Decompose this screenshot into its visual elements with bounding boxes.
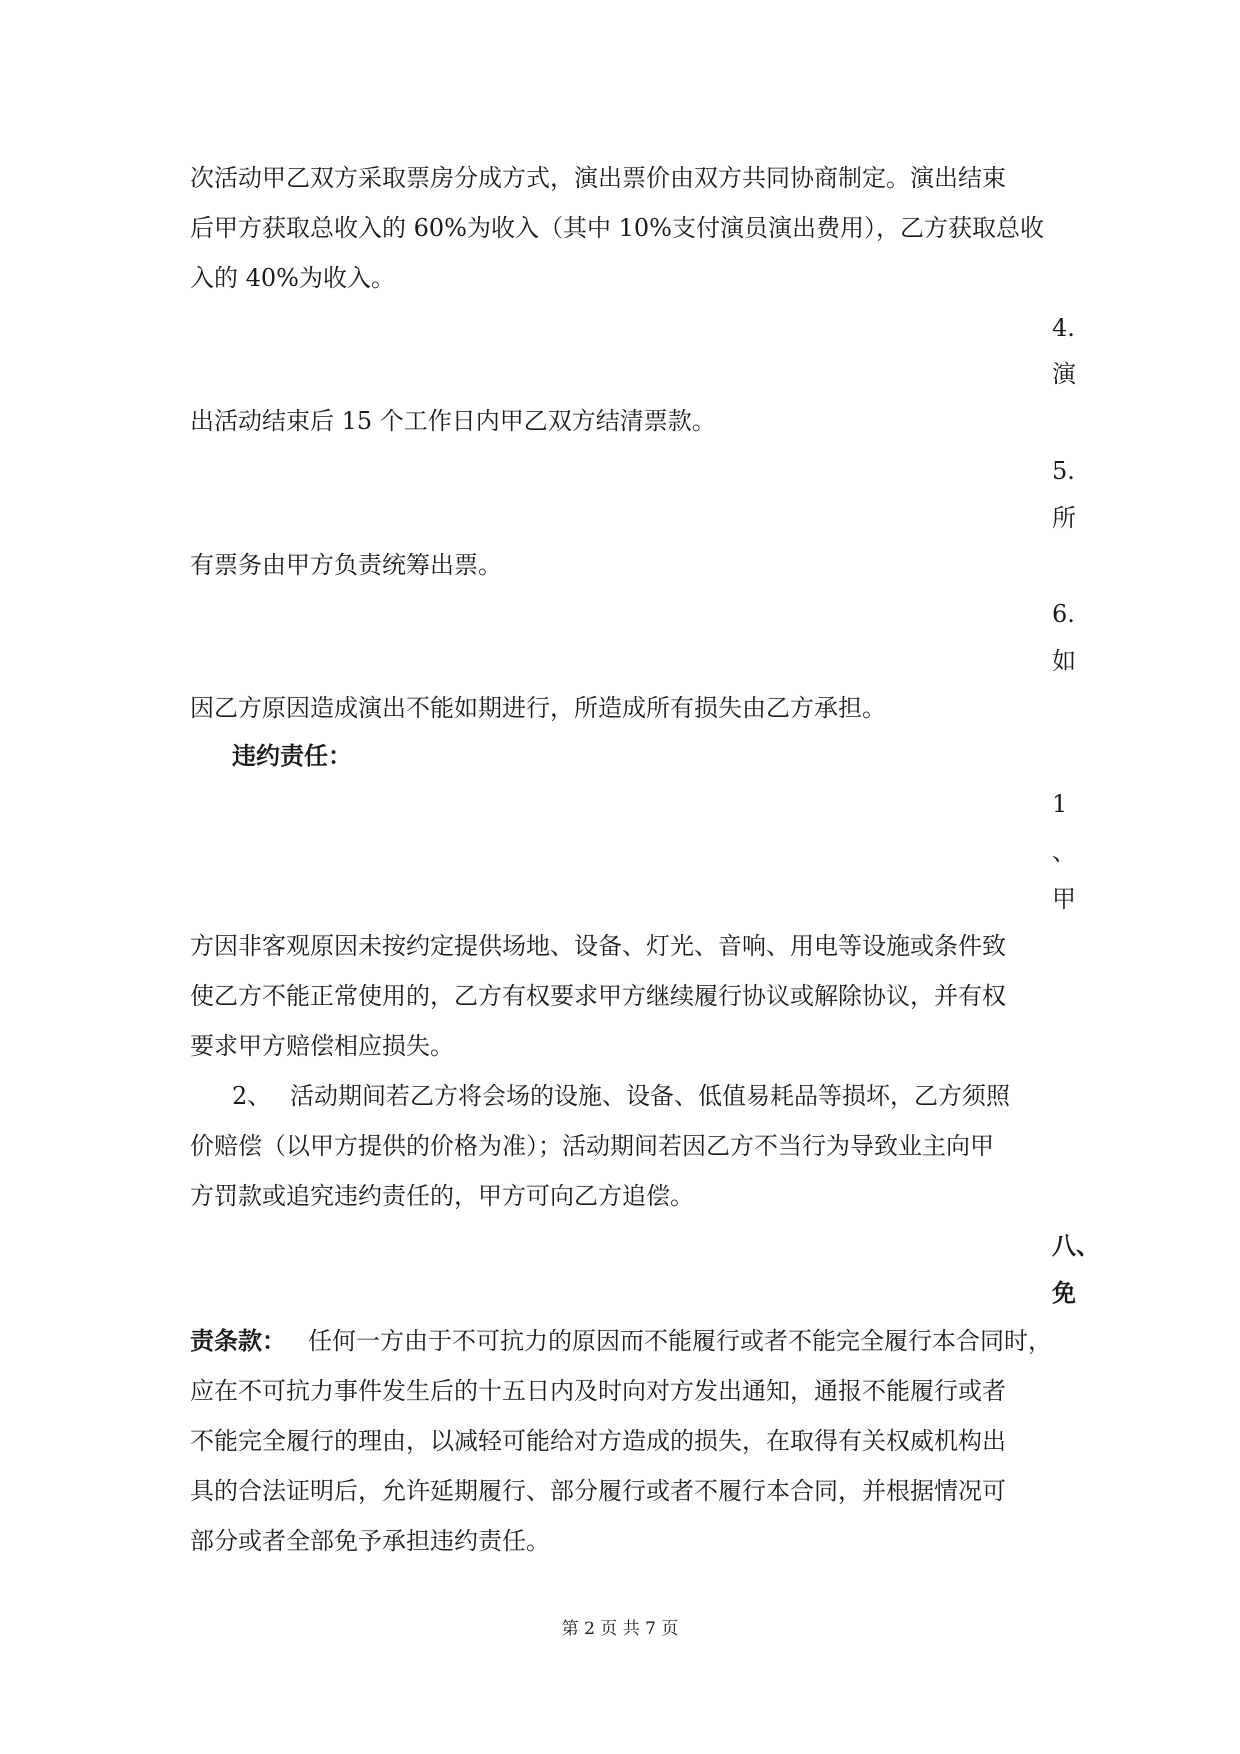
paragraph-line: 入的 40%为收入。 xyxy=(190,264,395,292)
breach-item-1-line: 要求甲方赔偿相应损失。 xyxy=(190,1032,454,1060)
breach-item-1-line: 使乙方不能正常使用的，乙方有权要求甲方继续履行协议或解除协议，并有权 xyxy=(190,982,1006,1010)
item-4-first-char: 演 xyxy=(1052,360,1076,388)
section-8-line: 具的合法证明后，允许延期履行、部分履行或者不履行本合同，并根据情况可 xyxy=(190,1477,1006,1505)
item-4-number: 4. xyxy=(1052,314,1075,342)
section-8-number: 八、 xyxy=(1052,1231,1100,1260)
item-5-number: 5. xyxy=(1052,457,1075,485)
item-4-text: 出活动结束后 15 个工作日内甲乙双方结清票款。 xyxy=(190,407,716,435)
breach-item-1-separator: 、 xyxy=(1052,838,1076,866)
section-8-line xyxy=(190,1325,1052,1357)
breach-item-2-line: 方罚款或追究违约责任的，甲方可向乙方追偿。 xyxy=(190,1182,694,1210)
section-8-heading: 责条款： xyxy=(190,1326,286,1355)
paragraph-line: 后甲方获取总收入的 60%为收入（其中 10%支付演员演出费用），乙方获取总收 xyxy=(190,214,1044,242)
section-8-line: 应在不可抗力事件发生后的十五日内及时向对方发出通知，通报不能履行或者 xyxy=(190,1377,1006,1405)
item-6-text: 因乙方原因造成演出不能如期进行，所造成所有损失由乙方承担。 xyxy=(190,694,886,722)
breach-item-1-number: 1 xyxy=(1052,790,1068,818)
paragraph-line: 次活动甲乙双方采取票房分成方式，演出票价由双方共同协商制定。演出结束 xyxy=(190,164,1006,192)
section-8-text: 任何一方由于不可抗力的原因而不能履行或者不能完全履行本合同时， xyxy=(308,1327,1052,1355)
item-6-first-char: 如 xyxy=(1052,647,1076,675)
breach-item-2-line: 活动期间若乙方将会场的设施、设备、低值易耗品等损坏，乙方须照 xyxy=(290,1082,1010,1110)
item-6-number: 6. xyxy=(1052,600,1075,628)
breach-item-2-number: 2、 xyxy=(232,1082,272,1110)
section-8-first-char: 免 xyxy=(1052,1278,1076,1307)
breach-heading: 违约责任： xyxy=(232,741,352,770)
item-5-first-char: 所 xyxy=(1052,504,1076,532)
breach-item-1-first-char: 甲 xyxy=(1052,885,1076,913)
section-8-line: 不能完全履行的理由，以减轻可能给对方造成的损失，在取得有关权威机构出 xyxy=(190,1427,1006,1455)
breach-item-2-line: 价赔偿（以甲方提供的价格为准）；活动期间若因乙方不当行为导致业主向甲 xyxy=(190,1132,994,1160)
item-5-text: 有票务由甲方负责统筹出票。 xyxy=(190,551,502,579)
section-8-line: 部分或者全部免予承担违约责任。 xyxy=(190,1527,550,1555)
page-number-footer: 第 2 页 共 7 页 xyxy=(561,1619,679,1639)
breach-item-1-line: 方因非客观原因未按约定提供场地、设备、灯光、音响、用电等设施或条件致 xyxy=(190,932,1006,960)
